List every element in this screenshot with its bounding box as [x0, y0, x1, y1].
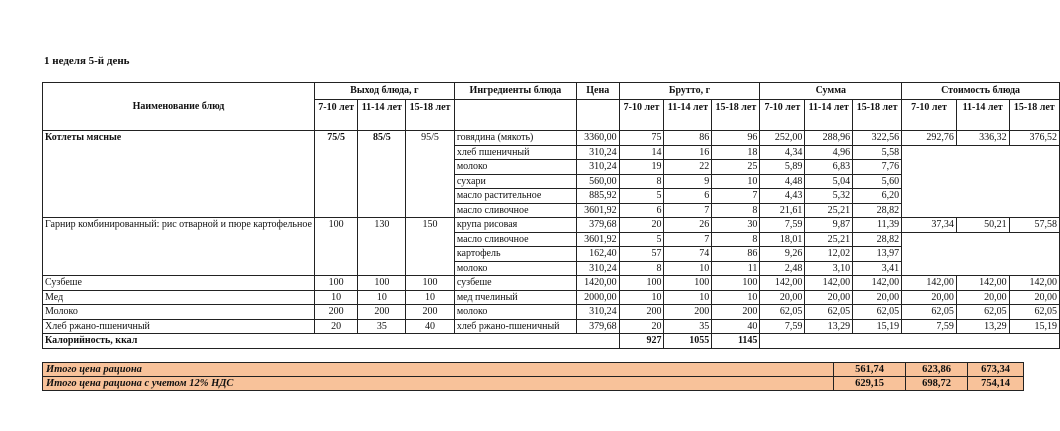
header-row-1	[43, 83, 1060, 100]
ingredient-sum: 5,04	[805, 174, 853, 189]
header-cost-age-1: 7-10 лет	[902, 100, 957, 131]
dish-name: Гарнир комбинированный: рис отварной и пюре картофельное	[43, 218, 315, 276]
ingredient-sum: 322,56	[853, 131, 902, 146]
totals-value: 673,34	[968, 363, 1024, 377]
dish-cost: 62,05	[1009, 305, 1059, 320]
dish-row	[43, 305, 1060, 320]
dish-cost: 20,00	[902, 290, 957, 305]
ingredient-price: 885,92	[576, 189, 619, 204]
ingredient-brutto: 20	[619, 218, 664, 233]
ingredient-price: 2000,00	[576, 290, 619, 305]
header-ingredients-blank	[454, 100, 576, 131]
ingredient-name: мед пчелиный	[454, 290, 576, 305]
dish-row	[43, 218, 1060, 233]
ingredient-sum: 4,43	[760, 189, 805, 204]
ingredient-brutto: 86	[664, 131, 712, 146]
dish-cost: 15,19	[1009, 319, 1059, 334]
header-cost-age-3: 15-18 лет	[1009, 100, 1059, 131]
header-brutto-age-1: 7-10 лет	[619, 100, 664, 131]
ingredient-brutto: 86	[712, 247, 760, 262]
ingredient-price: 379,68	[576, 218, 619, 233]
ingredient-brutto: 9	[664, 174, 712, 189]
ingredient-name: масло сливочное	[454, 203, 576, 218]
dish-yield: 130	[358, 218, 406, 276]
ingredient-sum: 288,96	[805, 131, 853, 146]
dish-yield: 10	[314, 290, 358, 305]
ingredient-price: 1420,00	[576, 276, 619, 291]
dish-cost: 13,29	[956, 319, 1009, 334]
cost-blank-cell	[902, 232, 1060, 276]
dish-yield: 100	[358, 276, 406, 291]
ingredient-sum: 142,00	[853, 276, 902, 291]
totals-row	[43, 377, 1024, 391]
ingredient-sum: 6,83	[805, 160, 853, 175]
dish-cost: 292,76	[902, 131, 957, 146]
header-yield-age-2: 11-14 лет	[358, 100, 406, 131]
ingredient-sum: 25,21	[805, 203, 853, 218]
ingredient-brutto: 100	[619, 276, 664, 291]
ingredient-brutto: 16	[664, 145, 712, 160]
ingredient-sum: 13,29	[805, 319, 853, 334]
dish-yield: 10	[406, 290, 455, 305]
ingredient-name: молоко	[454, 261, 576, 276]
ingredient-brutto: 11	[712, 261, 760, 276]
header-price-blank	[576, 100, 619, 131]
totals-value: 754,14	[968, 377, 1024, 391]
ingredient-brutto: 100	[664, 276, 712, 291]
ingredient-price: 379,68	[576, 319, 619, 334]
header-brutto-age-3: 15-18 лет	[712, 100, 760, 131]
ingredient-sum: 2,48	[760, 261, 805, 276]
header-sum: Сумма	[760, 83, 902, 100]
ingredient-price: 310,24	[576, 261, 619, 276]
ingredient-sum: 3,10	[805, 261, 853, 276]
calories-value: 927	[619, 334, 664, 349]
header-brutto-age-2: 11-14 лет	[664, 100, 712, 131]
ingredient-brutto: 74	[664, 247, 712, 262]
ingredient-sum: 4,48	[760, 174, 805, 189]
ingredient-brutto: 8	[712, 203, 760, 218]
ingredient-sum: 5,58	[853, 145, 902, 160]
header-sum-age-1: 7-10 лет	[760, 100, 805, 131]
ingredient-price: 310,24	[576, 160, 619, 175]
ingredient-brutto: 6	[619, 203, 664, 218]
dish-cost: 142,00	[1009, 276, 1059, 291]
ingredient-sum: 5,60	[853, 174, 902, 189]
ingredient-sum: 28,82	[853, 203, 902, 218]
dish-cost: 37,34	[902, 218, 957, 233]
ingredient-brutto: 8	[712, 232, 760, 247]
ingredient-name: картофель	[454, 247, 576, 262]
ingredient-brutto: 8	[619, 261, 664, 276]
calories-value: 1055	[664, 334, 712, 349]
ingredient-brutto: 100	[712, 276, 760, 291]
ingredient-sum: 25,21	[805, 232, 853, 247]
dish-name: Сузбеше	[43, 276, 315, 291]
ingredient-sum: 12,02	[805, 247, 853, 262]
ingredient-brutto: 10	[712, 174, 760, 189]
ingredient-brutto: 40	[712, 319, 760, 334]
ingredient-name: крупа рисовая	[454, 218, 576, 233]
dish-row	[43, 276, 1060, 291]
ingredient-name: говядина (мякоть)	[454, 131, 576, 146]
header-brutto: Брутто, г	[619, 83, 760, 100]
ingredient-sum: 28,82	[853, 232, 902, 247]
totals-value: 629,15	[834, 377, 906, 391]
dish-yield: 20	[314, 319, 358, 334]
ingredient-brutto: 200	[619, 305, 664, 320]
ingredient-sum: 62,05	[853, 305, 902, 320]
ingredient-brutto: 25	[712, 160, 760, 175]
header-yield: Выход блюда, г	[314, 83, 454, 100]
ingredient-brutto: 7	[712, 189, 760, 204]
ingredient-price: 310,24	[576, 305, 619, 320]
totals-label: Итого цена рациона	[43, 363, 834, 377]
ingredient-brutto: 200	[664, 305, 712, 320]
ingredient-brutto: 7	[664, 203, 712, 218]
ingredient-brutto: 30	[712, 218, 760, 233]
ingredient-brutto: 10	[664, 290, 712, 305]
dish-cost: 62,05	[902, 305, 957, 320]
dish-cost: 142,00	[902, 276, 957, 291]
ingredient-sum: 20,00	[760, 290, 805, 305]
dish-yield: 35	[358, 319, 406, 334]
ingredient-sum: 5,32	[805, 189, 853, 204]
ingredient-sum: 7,59	[760, 319, 805, 334]
dish-yield: 10	[358, 290, 406, 305]
ingredient-sum: 3,41	[853, 261, 902, 276]
ingredient-price: 3601,92	[576, 232, 619, 247]
dish-cost: 336,32	[956, 131, 1009, 146]
dish-yield: 200	[358, 305, 406, 320]
ingredient-brutto: 10	[619, 290, 664, 305]
ingredient-sum: 6,20	[853, 189, 902, 204]
dish-name: Котлеты мясные	[43, 131, 315, 218]
ingredient-sum: 7,76	[853, 160, 902, 175]
dish-yield: 150	[406, 218, 455, 276]
ingredient-brutto: 19	[619, 160, 664, 175]
ingredient-name: молоко	[454, 305, 576, 320]
ingredient-price: 162,40	[576, 247, 619, 262]
ingredient-sum: 7,59	[760, 218, 805, 233]
ingredient-sum: 20,00	[853, 290, 902, 305]
ingredient-price: 3360,00	[576, 131, 619, 146]
header-cost: Стоимость блюда	[902, 83, 1060, 100]
dish-cost: 57,58	[1009, 218, 1059, 233]
header-price: Цена	[576, 83, 619, 100]
dish-yield: 40	[406, 319, 455, 334]
dish-row	[43, 131, 1060, 146]
dish-name: Мед	[43, 290, 315, 305]
dish-cost: 142,00	[956, 276, 1009, 291]
ingredient-brutto: 8	[619, 174, 664, 189]
ingredient-brutto: 75	[619, 131, 664, 146]
ingredient-sum: 142,00	[760, 276, 805, 291]
dish-yield: 85/5	[358, 131, 406, 218]
totals-table	[42, 362, 1024, 391]
dish-name: Хлеб ржано-пшеничный	[43, 319, 315, 334]
ingredient-name: хлеб пшеничный	[454, 145, 576, 160]
ingredient-sum: 62,05	[805, 305, 853, 320]
ingredient-name: масло растительное	[454, 189, 576, 204]
ingredient-sum: 252,00	[760, 131, 805, 146]
page-title: 1 неделя 5-й день	[44, 55, 130, 67]
ingredient-price: 310,24	[576, 145, 619, 160]
header-ingredients: Ингредиенты блюда	[454, 83, 576, 100]
ingredient-brutto: 18	[712, 145, 760, 160]
totals-value: 561,74	[834, 363, 906, 377]
ingredient-name: сухари	[454, 174, 576, 189]
dish-row	[43, 290, 1060, 305]
ingredient-sum: 15,19	[853, 319, 902, 334]
totals-row	[43, 363, 1024, 377]
header-sum-age-2: 11-14 лет	[805, 100, 853, 131]
ingredient-brutto: 10	[712, 290, 760, 305]
ingredient-name: хлеб ржано-пшеничный	[454, 319, 576, 334]
ingredient-sum: 9,87	[805, 218, 853, 233]
dish-yield: 200	[314, 305, 358, 320]
totals-value: 623,86	[906, 363, 968, 377]
ingredient-sum: 13,97	[853, 247, 902, 262]
header-yield-age-1: 7-10 лет	[314, 100, 358, 131]
ingredient-brutto: 10	[664, 261, 712, 276]
ingredient-brutto: 20	[619, 319, 664, 334]
ingredient-sum: 18,01	[760, 232, 805, 247]
calories-blank	[760, 334, 1060, 349]
dish-yield: 200	[406, 305, 455, 320]
ingredient-brutto: 200	[712, 305, 760, 320]
ingredient-brutto: 7	[664, 232, 712, 247]
ingredient-sum: 62,05	[760, 305, 805, 320]
dish-yield: 100	[314, 218, 358, 276]
dish-cost: 376,52	[1009, 131, 1059, 146]
ingredient-sum: 20,00	[805, 290, 853, 305]
ingredient-name: сузбеше	[454, 276, 576, 291]
cost-blank-cell	[902, 145, 1060, 218]
header-sum-age-3: 15-18 лет	[853, 100, 902, 131]
ingredient-sum: 5,89	[760, 160, 805, 175]
ingredient-price: 3601,92	[576, 203, 619, 218]
ingredient-sum: 4,96	[805, 145, 853, 160]
dish-yield: 100	[406, 276, 455, 291]
menu-table	[42, 82, 1060, 349]
dish-yield: 100	[314, 276, 358, 291]
calories-label: Калорийность, ккал	[43, 334, 620, 349]
ingredient-brutto: 57	[619, 247, 664, 262]
ingredient-name: масло сливочное	[454, 232, 576, 247]
ingredient-sum: 4,34	[760, 145, 805, 160]
dish-cost: 20,00	[956, 290, 1009, 305]
header-cost-age-2: 11-14 лет	[956, 100, 1009, 131]
dish-name: Молоко	[43, 305, 315, 320]
dish-yield: 75/5	[314, 131, 358, 218]
ingredient-brutto: 22	[664, 160, 712, 175]
calories-row	[43, 334, 1060, 349]
dish-cost: 7,59	[902, 319, 957, 334]
totals-label: Итого цена рациона с учетом 12% НДС	[43, 377, 834, 391]
ingredient-brutto: 6	[664, 189, 712, 204]
ingredient-sum: 21,61	[760, 203, 805, 218]
dish-yield: 95/5	[406, 131, 455, 218]
calories-value: 1145	[712, 334, 760, 349]
ingredient-sum: 11,39	[853, 218, 902, 233]
ingredient-sum: 9,26	[760, 247, 805, 262]
dish-cost: 62,05	[956, 305, 1009, 320]
ingredient-brutto: 5	[619, 232, 664, 247]
dish-cost: 50,21	[956, 218, 1009, 233]
ingredient-brutto: 5	[619, 189, 664, 204]
dish-row	[43, 319, 1060, 334]
header-dish-name: Наименование блюд	[43, 83, 315, 131]
ingredient-sum: 142,00	[805, 276, 853, 291]
totals-value: 698,72	[906, 377, 968, 391]
ingredient-name: молоко	[454, 160, 576, 175]
ingredient-brutto: 26	[664, 218, 712, 233]
header-yield-age-3: 15-18 лет	[406, 100, 455, 131]
ingredient-brutto: 14	[619, 145, 664, 160]
ingredient-brutto: 35	[664, 319, 712, 334]
ingredient-brutto: 96	[712, 131, 760, 146]
ingredient-price: 560,00	[576, 174, 619, 189]
dish-cost: 20,00	[1009, 290, 1059, 305]
